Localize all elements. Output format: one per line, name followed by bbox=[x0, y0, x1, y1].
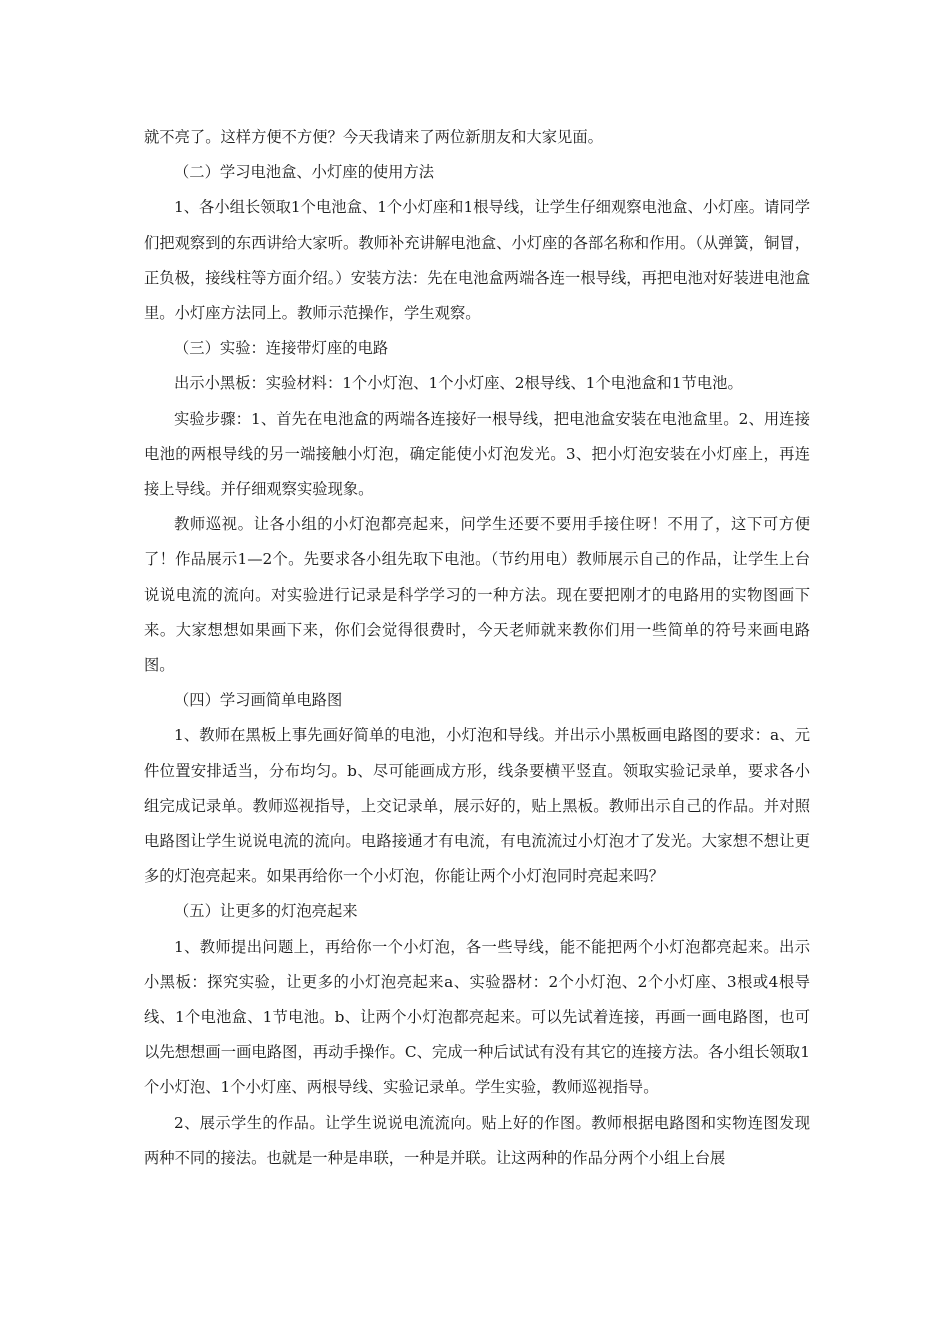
document-body bbox=[144, 120, 810, 1176]
body-paragraph: 出示小黑板：实验材料：1个小灯泡、1个小灯座、2根导线、1个电池盒和1节电池。 bbox=[174, 374, 743, 393]
body-paragraph: 实验步骤：1、首先在电池盒的两端各连接好一根导线，把电池盒安装在电池盒里。2、用连接电池的两根导线的另一端接触小灯泡，确定能使小灯泡发光。3、把小灯泡安装在小灯座上，再连接上导线。并仔细观察实验现象。 bbox=[144, 409, 810, 499]
section-heading: （三）实验：连接带灯座的电路 bbox=[174, 339, 389, 358]
section-heading: （四）学习画简单电路图 bbox=[174, 691, 343, 710]
body-paragraph: 就不亮了。这样方便不方便？今天我请来了两位新朋友和大家见面。 bbox=[144, 128, 603, 146]
body-paragraph: 1、教师在黑板上事先画好简单的电池，小灯泡和导线。并出示小黑板画电路图的要求：a、元件位置安排适当，分布均匀。b、尽可能画成方形，线条要横平竖直。领取实验记录单，要求各小组完成记录单。教师巡视指导，上交记录单，展示好的，贴上黑板。教师出示自己的作品。并对照电路图让学生说说电流的流向。电路接通才有电流，有电流流过小灯泡才了发光。大家想不想让更多的灯泡亮起来。如果再给你一个小灯泡，你能让两个小灯泡同时亮起来吗？ bbox=[144, 726, 810, 886]
body-paragraph: 1、教师提出问题上，再给你一个小灯泡，各一些导线，能不能把两个小灯泡都亮起来。出示小黑板：探究实验，让更多的小灯泡亮起来a、实验器材：2个小灯泡、2个小灯座、3根或4根导线、1个电池盒、1节电池。b、让两个小灯泡都亮起来。可以先试着连接，再画一画电路图，也可以先想想画一画电路图，再动手操作。C、完成一种后试试有没有其它的连接方法。各小组长领取1个小灯泡、1个小灯座、两根导线、实验记录单。学生实验，教师巡视指导。 bbox=[144, 937, 810, 1097]
body-paragraph: 教师巡视。让各小组的小灯泡都亮起来，问学生还要不要用手接住呀！不用了，这下可方便了！作品展示1—2个。先要求各小组先取下电池。（节约用电）教师展示自己的作品，让学生上台说说电流的流向。对实验进行记录是科学学习的一种方法。现在要把刚才的电路用的实物图画下来。大家想想如果画下来，你们会觉得很费时，今天老师就来教你们用一些简单的符号来画电路图。 bbox=[144, 515, 810, 675]
section-heading: （五）让更多的灯泡亮起来 bbox=[174, 902, 358, 921]
section-heading: （二）学习电池盒、小灯座的使用方法 bbox=[174, 163, 435, 182]
body-paragraph: 2、展示学生的作品。让学生说说电流流向。贴上好的作图。教师根据电路图和实物连图发现两种不同的接法。也就是一种是串联，一种是并联。让这两种的作品分两个小组上台展 bbox=[144, 1113, 810, 1167]
body-paragraph: 1、各小组长领取1个电池盒、1个小灯座和1根导线，让学生仔细观察电池盒、小灯座。请同学们把观察到的东西讲给大家听。教师补充讲解电池盒、小灯座的各部名称和作用。（从弹簧，铜冒，正负极，接线柱等方面介绍。）安装方法：先在电池盒两端各连一根导线，再把电池对好装进电池盒里。小灯座方法同上。教师示范操作，学生观察。 bbox=[144, 198, 810, 323]
